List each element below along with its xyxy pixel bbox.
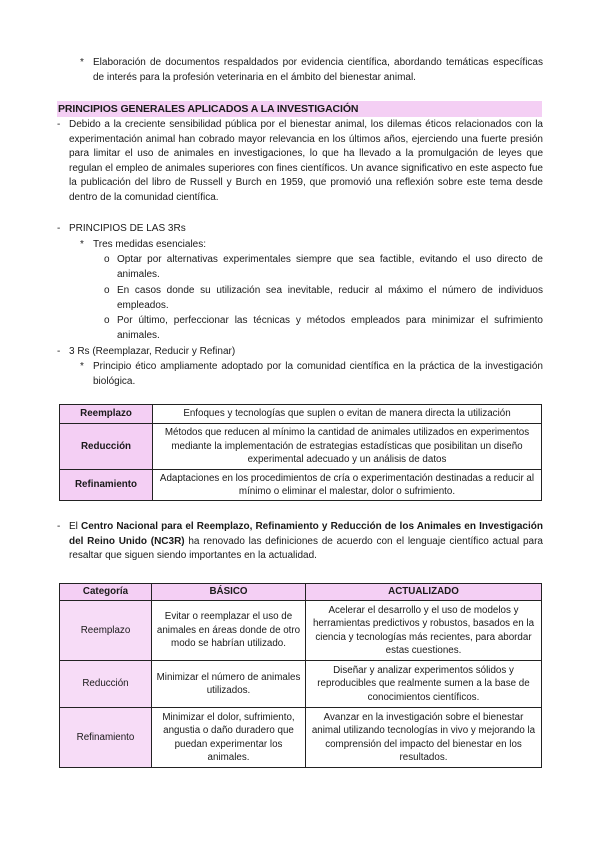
table-row (60, 424, 542, 470)
circle-bullet-icon: o (104, 254, 110, 265)
nc3r-prefix: El (69, 521, 81, 532)
measure-item-text: Optar por alternativas experimentales siempre que sea factible, evitando el uso directo de animales. (117, 254, 543, 280)
column-header-updated: ACTUALIZADO (306, 584, 542, 601)
intro-bullet-text: Elaboración de documentos respaldados por evidencia científica, abordando temáticas específicas de interés para la profesión veterinaria en el ámbito del bienestar animal. (93, 57, 543, 83)
measures-subitem-text: Tres medidas esenciales: (93, 239, 207, 250)
paragraph-intro-text: Debido a la creciente sensibilidad pública por el bienestar animal, los dilemas éticos relacionados con la experimentación animal han cobrado mayor relevancia en los últimos años, ejerciendo una fuerte presión para limitar el uso de animales en investigaciones, lo que ha llevado a la promulgación de leyes que regulan el empleo de animales superiores con fines científicos. Un avance significativo en este aspecto fue la publicación del libro de Russell y Burch en 1959, que promovió una reflexión sobre este tema desde dentro de la comunidad científica. (69, 119, 543, 203)
measure-item-2 (104, 284, 543, 313)
category-cell: Refinamiento (60, 708, 152, 768)
asterisk-bullet-icon: * (80, 57, 84, 68)
table-row (60, 661, 542, 708)
updated-cell: Diseñar y analizar experimentos sólidos y reproducibles que realmente sumen a la base de conocimientos científicos. (306, 661, 542, 708)
basic-cell: Evitar o reemplazar el uso de animales en áreas donde de otro modo se habrían utilizado. (152, 601, 306, 661)
three-rs-table (59, 404, 542, 501)
measures-subitem (80, 238, 543, 253)
ethical-principle-text: Principio ético ampliamente adoptado por la comunidad científica en la práctica de la investigación biológica. (93, 361, 543, 387)
table-term-cell: Refinamiento (60, 470, 153, 501)
section-title: PRINCIPIOS GENERALES APLICADOS A LA INVESTIGACIÓN (58, 103, 359, 115)
nc3r-paragraph-text (69, 520, 543, 564)
nc3r-paragraph (57, 520, 543, 564)
measure-item-text: En casos donde su utilización sea inevitable, reducir al máximo el número de individuos empleados. (117, 285, 543, 311)
measure-item-text: Por último, perfeccionar las técnicas y métodos empleados para minimizar el sufrimiento animales. (117, 315, 543, 341)
table-header-row (60, 584, 542, 601)
dash-bullet-icon: - (57, 223, 61, 234)
three-rs-text: 3 Rs (Reemplazar, Reducir y Refinar) (69, 346, 236, 357)
nc3r-suffix: ha renovado las definiciones de acuerdo con el lenguaje científico actual para resaltar que siguen siendo importantes en la actualidad. (69, 535, 543, 562)
table-row (60, 470, 542, 501)
table-row (60, 601, 542, 661)
intro-bullet (80, 56, 543, 85)
nc3r-organization-name: Centro Nacional para el Reemplazo, Refinamiento y Reducción de los Animales en Investigación del Reino Unido (NC3R) (69, 521, 543, 547)
basic-cell: Minimizar el dolor, sufrimiento, angustia o daño duradero que puedan experimentar los animales. (152, 708, 306, 768)
table-definition-cell: Adaptaciones en los procedimientos de cría o experimentación destinadas a reducir al mínimo o eliminar el malestar, dolor o sufrimiento. (153, 470, 542, 501)
section-title-bar (57, 101, 542, 117)
table-definition-cell: Enfoques y tecnologías que suplen o evitan de manera directa la utilización (153, 405, 542, 424)
dash-bullet-icon: - (57, 521, 61, 532)
table-term-cell: Reducción (60, 424, 153, 470)
updated-cell: Avanzar en la investigación sobre el bienestar animal utilizando tecnologías in vivo y mejorando la comprensión del impacto del bienestar en los resultados. (306, 708, 542, 768)
table-definition-cell: Métodos que reducen al mínimo la cantidad de animales utilizados en experimentos mediante la implementación de estrategias estadísticas que posibilitan un diseño experimental adecuado y un análisis de datos (153, 424, 542, 470)
three-rs-item (57, 345, 543, 360)
category-cell: Reducción (60, 661, 152, 708)
ethical-principle-subitem (80, 360, 543, 389)
table-row (60, 405, 542, 424)
dash-bullet-icon: - (57, 346, 61, 357)
category-cell: Reemplazo (60, 601, 152, 661)
principles-3rs-item (57, 222, 543, 237)
paragraph-intro (57, 118, 543, 206)
table-term-cell: Reemplazo (60, 405, 153, 424)
measure-item-3 (104, 314, 543, 343)
column-header-basic: BÁSICO (152, 584, 306, 601)
dash-bullet-icon: - (57, 119, 61, 130)
circle-bullet-icon: o (104, 315, 110, 326)
asterisk-bullet-icon: * (80, 361, 84, 372)
updated-cell: Acelerar el desarrollo y el uso de modelos y herramientas predictivos y robustos, basados en la ciencia y tecnologías más recientes, para abordar estas cuestiones. (306, 601, 542, 661)
column-header-category: Categoría (60, 584, 152, 601)
asterisk-bullet-icon: * (80, 239, 84, 250)
nc3r-definitions-table (59, 583, 542, 768)
circle-bullet-icon: o (104, 285, 110, 296)
measure-item-1 (104, 253, 543, 282)
principles-3rs-text: PRINCIPIOS DE LAS 3Rs (69, 223, 186, 234)
table-row (60, 708, 542, 768)
basic-cell: Minimizar el número de animales utilizados. (152, 661, 306, 708)
